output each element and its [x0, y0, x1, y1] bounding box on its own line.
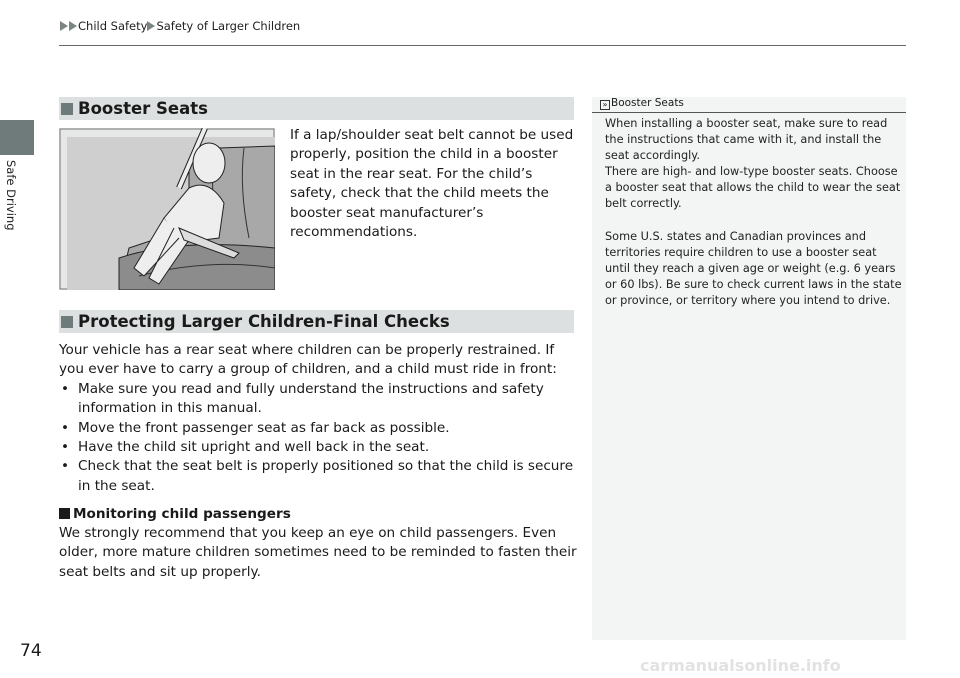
child-booster-seat-illustration: [59, 128, 275, 290]
square-icon: [59, 508, 70, 519]
breadcrumb-child-safety[interactable]: Child Safety: [78, 19, 148, 33]
booster-text: If a lap/shoulder seat belt cannot be used properly, position the child in a booster seat in the rear seat. For the child’s safety, check that the child meets the booster seat manufacturer’s recommendations.: [290, 127, 574, 241]
final-checks-body: [59, 341, 579, 496]
note-paragraph: There are high- and low-type booster seats. Choose a booster seat that allows the child to wear the seat belt correctly.: [605, 165, 901, 211]
triangle-icon: [69, 21, 77, 31]
page-number: 74: [20, 641, 42, 661]
final-checks-intro: Your vehicle has a rear seat where children can be properly restrained. If you ever have to carry a group of children, and a child must ride in front:: [59, 342, 557, 378]
note-paragraph: When installing a booster seat, make sure to read the instructions that came with it, and install the seat accordingly.: [605, 117, 888, 163]
booster-heading-text: Booster Seats: [78, 99, 208, 118]
section-tab: [0, 120, 34, 155]
note-paragraph: Some U.S. states and Canadian provinces and territories require children to use a booster seat until they reach a given age or weight (e.g. 6 years or 60 lbs). Be sure to check current laws in the state or province, or territory where you intend to drive.: [605, 229, 902, 307]
monitoring-heading: [59, 505, 579, 524]
monitoring-heading-text: Monitoring child passengers: [73, 506, 291, 522]
watermark: carmanualsonline.info: [640, 656, 841, 675]
square-icon: [61, 103, 73, 115]
note-title-text: Booster Seats: [611, 97, 684, 109]
triangle-icon: [147, 21, 155, 31]
final-checks-heading: [59, 310, 574, 333]
bullet-item: • Move the front passenger seat as far back as possible.: [59, 419, 579, 438]
booster-heading: [59, 97, 574, 120]
triangle-icon: [60, 21, 68, 31]
note-title: [592, 97, 906, 113]
header-divider: [59, 45, 906, 46]
monitoring-text: We strongly recommend that you keep an eye on child passengers. Even older, more mature children sometimes need to be reminded to fasten their seat belts and sit up properly.: [59, 525, 577, 580]
breadcrumb: [60, 19, 300, 33]
square-icon: [61, 316, 73, 328]
reference-icon: »: [600, 100, 610, 110]
note-body: [605, 116, 905, 309]
breadcrumb-larger-children[interactable]: Safety of Larger Children: [156, 19, 301, 33]
bullet-item: • Have the child sit upright and well back in the seat.: [59, 438, 579, 457]
bullet-item: • Make sure you read and fully understand the instructions and safety information in this manual.: [59, 380, 579, 419]
section-label: Safe Driving: [4, 160, 18, 231]
final-checks-heading-text: Protecting Larger Children-Final Checks: [78, 312, 450, 331]
bullet-item: • Check that the seat belt is properly positioned so that the child is secure in the seat.: [59, 457, 579, 496]
